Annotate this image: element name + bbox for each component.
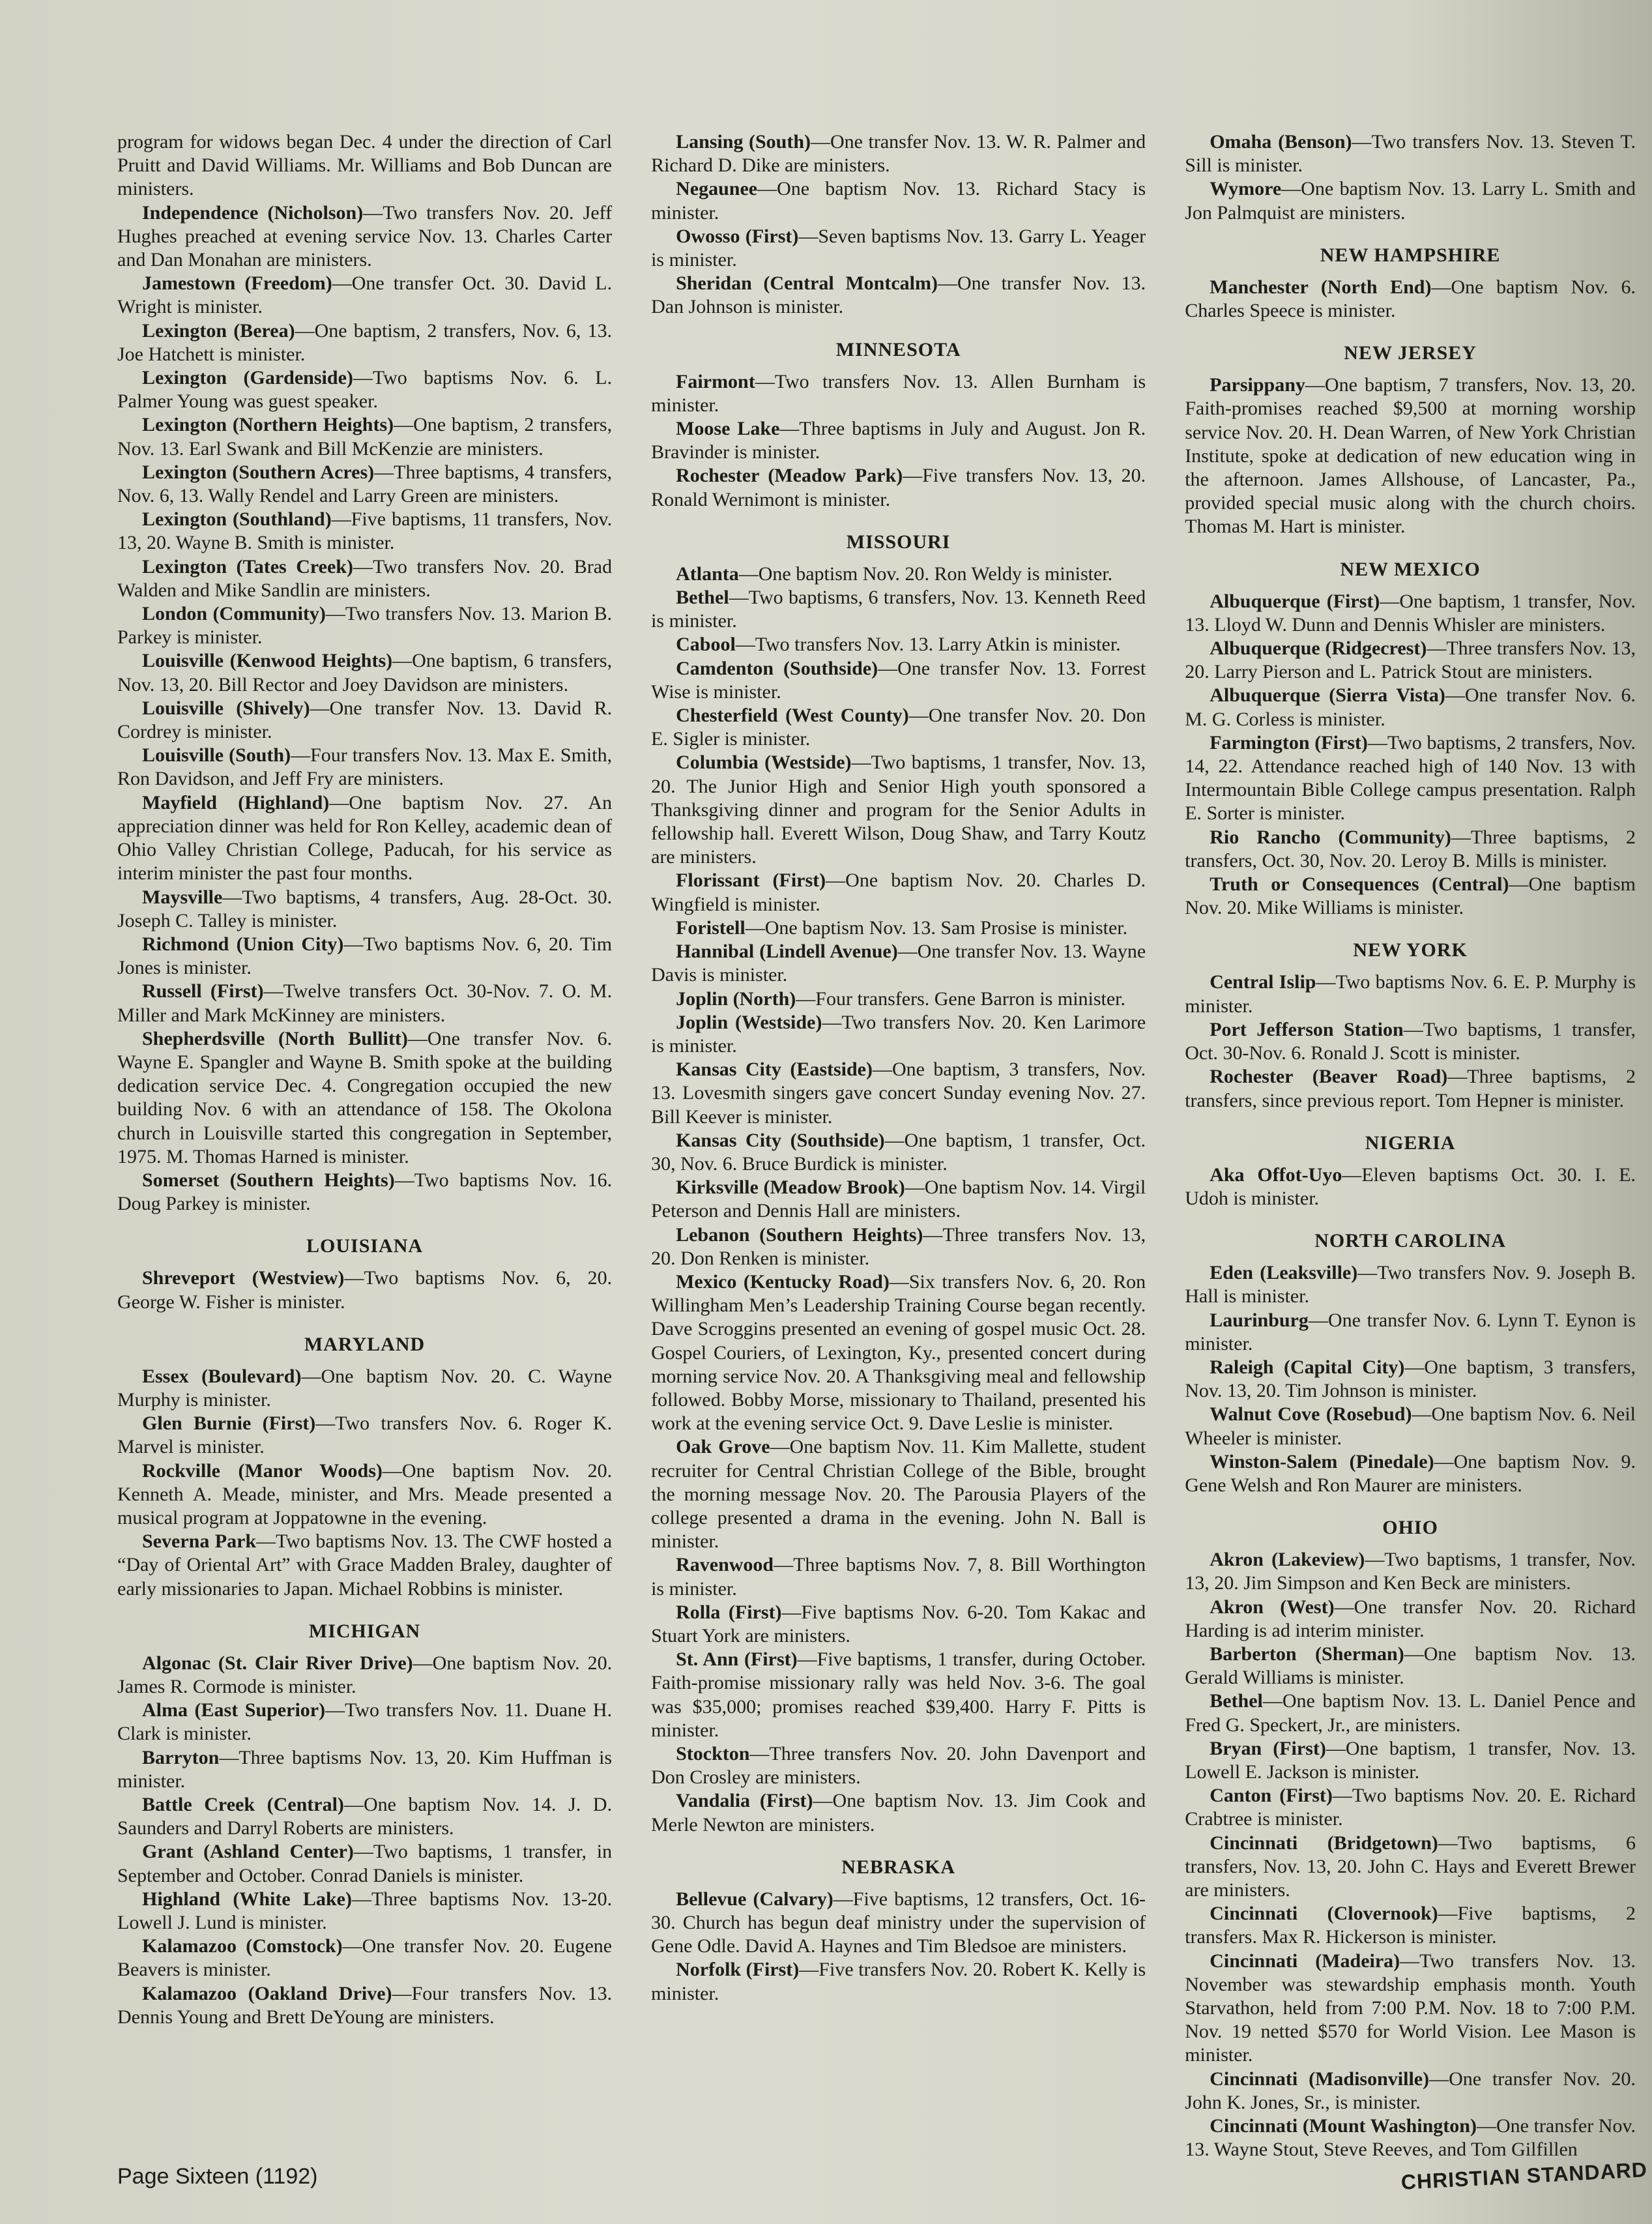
church-report [651,940,1146,987]
report-text: —One baptism Nov. 13. Richard Stacy is minister. [651,178,1146,224]
church-report [117,1888,612,1935]
church-name: Jamestown (Freedom) [142,272,332,295]
church-name: Lexington (Southland) [142,508,332,531]
church-name: Laurinburg [1210,1309,1309,1331]
church-name: Canton (First) [1210,1785,1333,1807]
church-name: Cincinnati (Mount Washington) [1210,2115,1477,2137]
church-report [651,272,1146,319]
church-report [117,319,612,366]
church-name: Cincinnati (Madisonville) [1210,2068,1430,2090]
church-name: Barryton [142,1746,220,1768]
report-text: —Two baptisms, 2 transfers, Nov. 14, 22. Attendance reached high of 140 Nov. 13 with Intermountain Bible College campus presentation. Ralph E. Sorter is minister. [1185,731,1636,825]
church-report [1185,1261,1636,1308]
church-name: Albuquerque (Ridgecrest) [1210,637,1427,660]
church-name: Russell (First) [142,980,264,1002]
report-text: —Four transfers Nov. 13. Dennis Young and Brett DeYoung are ministers. [117,1982,613,2028]
publication-name: CHRISTIAN STANDARD [1400,2158,1648,2194]
state-heading: NIGERIA [1365,1132,1456,1154]
church-name: Akron (West) [1210,1596,1335,1618]
church-name: Truth or Consequences (Central) [1210,873,1509,896]
church-name: Farmington (First) [1210,731,1368,754]
report-text: —Three transfers Nov. 20. John Davenport and Don Crosley are ministers. [651,1743,1146,1789]
church-report [651,1223,1146,1270]
report-text: —One baptism Nov. 13. Sam Prosise is minister. [745,916,1128,939]
church-report [117,508,612,555]
church-name: Winston-Salem (Pinedale) [1210,1450,1434,1472]
church-report [1185,1450,1636,1497]
state-heading: MINNESOTA [835,338,961,360]
church-name: Lebanon (Southern Heights) [676,1223,923,1246]
report-text: —One baptism, 7 transfers, Nov. 13, 20. Faith-promises reached $9,500 at morning worship service Nov. 20. H. Dean Warren, of New York Christian Institute, spoke at dedication of new education wing in the afternoon. James Allshouse, of Lancaster, Pa., provided special music along with the church choirs. Thomas M. Hart is minister. [1185,374,1636,538]
report-text: —One transfer Nov. 20. Eugene Beavers is minister. [117,1935,613,1981]
state-heading: LOUISIANA [306,1235,424,1257]
report-text: —One baptism Nov. 11. Kim Mallette, student recruiter for Central Christian College of the Bible, brought the morning message Nov. 20. The Parousia Players of the college presented a drama in the evening. John N. Ball is minister. [651,1436,1146,1553]
church-report [1185,1163,1636,1210]
church-name: Joplin (Westside) [676,1011,822,1033]
church-report [1185,1548,1636,1595]
church-name: Louisville (Kenwood Heights) [142,650,393,672]
church-name: Chesterfield (West County) [676,705,909,727]
report-text: —Three transfers Nov. 13, 20. Larry Pierson and L. Patrick Stout are ministers. [1185,637,1636,683]
state-heading: NEW MEXICO [1340,558,1481,580]
report-text: —One transfer Nov. 13. David R. Cordrey is minister. [117,697,613,743]
church-name: Negaunee [676,178,758,200]
page-number: Page Sixteen (1192) [117,2164,318,2189]
church-name: Kalamazoo (Oakland Drive) [142,1982,392,2004]
church-report [1185,1403,1636,1450]
church-name: Cincinnati (Bridgetown) [1210,1832,1438,1854]
church-name: Algonac (St. Clair River Drive) [142,1652,413,1674]
church-name: St. Ann (First) [676,1648,798,1671]
report-text: —One transfer Nov. 13. Forrest Wise is minister. [651,657,1146,703]
report-text: —Three transfers Nov. 13, 20. Don Renken is minister. [651,1223,1146,1269]
church-name: Mayfield (Highland) [142,791,330,813]
church-report [651,586,1146,633]
report-text: —Two transfers Nov. 20. Brad Walden and Mike Sandlin are ministers. [117,555,613,601]
church-name: Richmond (Union City) [142,933,344,955]
report-text: —Three baptisms, 4 transfers, Nov. 6, 13. Wally Rendel and Larry Green are ministers. [117,461,613,507]
church-name: Eden (Leaksville) [1210,1262,1358,1284]
church-report [651,1742,1146,1789]
church-name: Bethel [676,587,729,609]
report-text: —One baptism Nov. 20. Mike Williams is minister. [1185,873,1636,919]
church-name: Cabool [676,634,736,656]
report-text: —Two baptisms, 6 transfers, Nov. 13. Kenneth Reed is minister. [651,587,1146,632]
church-report [651,657,1146,704]
church-report [117,461,612,508]
report-text: —Two baptisms Nov. 13. The CWF hosted a “Day of Oriental Art” with Grace Madden Braley, daughter of early missionaries to Japan. Michael Robbins is minister. [117,1530,613,1600]
church-report [651,563,1146,586]
report-text: —One baptism Nov. 27. An appreciation dinner was held for Ron Kelley, academic dean of Ohio Valley Christian College, Paducah, for his service as interim minister the past four months. [117,791,613,885]
church-name: Central Islip [1210,971,1316,993]
report-text: —One baptism, 3 transfers, Nov. 13, 20. Tim Johnson is minister. [1185,1356,1636,1402]
report-text: —One transfer Nov. 20. Richard Harding is ad interim minister. [1185,1596,1636,1641]
church-report [651,704,1146,751]
report-text: —One baptism Nov. 13. Larry L. Smith and Jon Palmquist are ministers. [1185,178,1636,224]
church-report [651,370,1146,417]
state-heading: MISSOURI [846,531,951,553]
church-report [117,1793,612,1840]
report-text: —One baptism Nov. 20. C. Wayne Murphy is minister. [117,1365,613,1411]
report-text: —Three baptisms, 2 transfers, since previous report. Tom Hepner is minister. [1185,1066,1636,1111]
report-text: —Twelve transfers Oct. 30-Nov. 7. O. M. Miller and Mark McKinney are ministers. [117,980,613,1026]
church-report [651,1058,1146,1129]
church-name: Bellevue (Calvary) [676,1888,833,1910]
column-3 [1185,130,1636,2161]
church-report [651,177,1146,224]
church-name: Cincinnati (Madeira) [1210,1950,1400,1972]
church-report [651,1888,1146,1959]
church-name: Rockville (Manor Woods) [142,1459,383,1482]
report-text: —Two transfers Nov. 13. Steven T. Sill is minister. [1185,131,1636,177]
report-text: —One baptism Nov. 14. Virgil Peterson and Dennis Hall are ministers. [651,1177,1146,1222]
church-name: Independence (Nicholson) [142,201,364,224]
report-text: —Five baptisms, 2 transfers. Max R. Hickerson is minister. [1185,1903,1636,1948]
report-text: —One baptism Nov. 13. L. Daniel Pence and Fred G. Speckert, Jr., are ministers. [1185,1690,1636,1736]
church-name: Rochester (Beaver Road) [1210,1066,1448,1088]
state-heading: NEW HAMPSHIRE [1320,244,1501,266]
report-text: —One transfer Nov. 6. M. G. Corless is minister. [1185,684,1636,730]
church-name: Foristell [676,916,746,939]
report-text: —One baptism Nov. 20. Ron Weldy is minister. [738,563,1113,585]
church-report [1185,590,1636,637]
report-text: —One baptism Nov. 6. Charles Speece is minister. [1185,276,1636,322]
church-name: Albuquerque (First) [1210,590,1380,612]
report-text: —One baptism Nov. 20. Kenneth A. Meade, minister, and Mrs. Meade presented a musical program at Joppatowne in the evening. [117,1459,613,1529]
church-name: Highland (White Lake) [142,1888,352,1910]
church-report [1185,130,1636,177]
church-name: Oak Grove [676,1436,770,1458]
church-report [117,413,612,460]
church-name: Shepherdsville (North Bullitt) [142,1027,408,1049]
report-text: —One baptism, 1 transfer, Oct. 30, Nov. 6. Bruce Burdick is minister. [651,1129,1146,1175]
church-report [651,633,1146,656]
church-name: Stockton [676,1743,750,1764]
church-name: Alma (East Superior) [142,1699,326,1721]
church-name: Severna Park [142,1530,257,1553]
report-text: —Two transfers Nov. 13. Marion B. Parkey is minister. [117,603,613,649]
church-report [117,1530,612,1601]
church-report [1185,1737,1636,1784]
church-report [117,649,612,696]
church-report [117,1746,612,1793]
church-name: Moose Lake [676,418,780,440]
report-text: —Two transfers Nov. 6. Roger K. Marvel is minister. [117,1412,613,1458]
news-columns [117,130,1636,2161]
report-text: —Two baptisms, 1 transfer, in September and October. Conrad Daniels is minister. [117,1841,613,1886]
report-text: —Two transfers Nov. 13. November was stewardship emphasis month. Youth Starvathon, held from 7:00 P.M. Nov. 18 to 7:00 P.M. Nov. 19 netted $570 for World Vision. Lee Mason is minister. [1185,1950,1636,2066]
church-name: Louisville (South) [142,744,291,767]
church-report [117,1982,612,2029]
church-report [117,1412,612,1459]
state-heading: NEBRASKA [841,1856,955,1878]
report-text: —Six transfers Nov. 6, 20. Ron Willingham Men’s Leadership Training Course began recently. Dave Scroggins presented an evening of gospel music Oct. 28. Gospel Couriers, of Lexington, Ky., presented concert during morning service Nov. 20. A Thanksgiving meal and fellowship followed. Bobby Morse, missionary to Thailand, presented his work at the evening service Oct. 9. Dave Leslie is minister. [651,1270,1146,1435]
church-report [117,744,612,791]
church-name: Lexington (Gardenside) [142,367,353,389]
church-report [1185,276,1636,323]
church-name: Lexington (Berea) [142,319,295,342]
church-name: Norfolk (First) [676,1959,800,1981]
church-report [1185,731,1636,826]
church-report [1185,1018,1636,1065]
church-name: Shreveport (Westview) [142,1267,345,1289]
church-report [117,1169,612,1216]
church-name: Lansing (South) [676,131,811,153]
church-report [651,464,1146,511]
report-text: —Two transfers Nov. 9. Joseph B. Hall is minister. [1185,1262,1636,1308]
report-text: —One transfer Nov. 20. Don E. Sigler is minister. [651,705,1146,750]
church-name: Bryan (First) [1210,1737,1326,1759]
report-text: —One baptism, 1 transfer, Nov. 13. Lloyd W. Dunn and Dennis Whisler are ministers. [1185,590,1636,636]
church-name: Kansas City (Eastside) [676,1059,873,1081]
report-text: —Five baptisms, 1 transfer, during October. Faith-promise missionary rally was held Nov. 3-6. The goal was $35,000; promises reached $39,400. Harry F. Pitts is minister. [651,1648,1146,1741]
report-text: —One baptism Nov. 13. Jim Cook and Merle Newton are ministers. [651,1790,1146,1836]
church-report [1185,1784,1636,1831]
report-text: —Two baptisms Nov. 20. E. Richard Crabtree is minister. [1185,1785,1636,1830]
church-report [651,869,1146,916]
column-1 [117,130,612,2060]
church-report [1185,177,1636,224]
state-heading: OHIO [1382,1517,1438,1539]
church-report [117,1459,612,1530]
report-text: —One baptism, 1 transfer, Nov. 13. Lowell E. Jackson is minister. [1185,1737,1636,1783]
church-report [1185,1309,1636,1356]
church-name: Florissant (First) [676,870,826,892]
church-report [651,1553,1146,1600]
church-report [1185,1832,1636,1903]
report-text: —One baptism, 3 transfers, Nov. 13. Lovesmith singers gave concert Sunday evening Nov. 27. Bill Keever is minister. [651,1059,1146,1128]
report-text: —Two transfers Nov. 13. Allen Burnham is minister. [651,370,1146,416]
church-report [1185,684,1636,731]
church-name: Wymore [1210,178,1282,200]
church-name: Glen Burnie (First) [142,1412,316,1435]
state-heading: NEW JERSEY [1344,342,1477,364]
report-text: —One transfer Nov. 13. W. R. Palmer and Richard D. Dike are ministers. [651,131,1146,177]
report-text: —Two baptisms, 1 transfer, Nov. 13, 20. The Junior High and Senior High youth sponsored a Thanksgiving dinner and program for the Senior Adults in fellowship hall. Everett Wilson, Doug Shaw, and Tarry Koutz are ministers. [651,752,1146,868]
church-report [651,1648,1146,1742]
report-text: —Two baptisms, 4 transfers, Aug. 28-Oct. 30. Joseph C. Talley is minister. [117,886,613,931]
church-report [117,1027,612,1169]
report-text: —Three baptisms Nov. 13, 20. Kim Huffman is minister. [117,1746,613,1792]
report-text: —Two baptisms Nov. 6. E. P. Murphy is minister. [1185,971,1636,1017]
church-name: Cincinnati (Clovernook) [1210,1903,1438,1925]
church-name: Lexington (Southern Acres) [142,461,375,483]
continued-paragraph [117,130,612,201]
report-text: —Five baptisms Nov. 6-20. Tom Kakac and Stuart York are ministers. [651,1601,1146,1646]
church-name: Hannibal (Lindell Avenue) [676,941,898,963]
church-report [651,988,1146,1011]
church-report [651,417,1146,464]
state-heading: MICHIGAN [308,1620,421,1642]
church-report [117,933,612,980]
church-report [1185,637,1636,684]
report-text: —Eleven baptisms Oct. 30. I. E. Udoh is minister. [1185,1163,1636,1209]
report-text: —One baptism Nov. 9. Gene Welsh and Ron Maurer are ministers. [1185,1450,1636,1496]
church-name: Rio Rancho (Community) [1210,826,1451,848]
church-name: Grant (Ashland Center) [142,1841,354,1863]
church-report [117,980,612,1027]
church-name: Lexington (Tates Creek) [142,555,353,578]
report-text: —Five baptisms, 11 transfers, Nov. 13, 20. Wayne B. Smith is minister. [117,508,613,554]
church-name: Kirksville (Meadow Brook) [676,1177,905,1199]
report-text: —Two baptisms, 1 transfer, Nov. 13, 20. Jim Simpson and Ken Beck are ministers. [1185,1549,1636,1594]
church-report [117,366,612,413]
report-text: —Three baptisms Nov. 7, 8. Bill Worthington is minister. [651,1554,1146,1600]
church-name: Somerset (Southern Heights) [142,1169,395,1191]
church-name: Walnut Cove (Rosebud) [1210,1403,1412,1426]
church-report [1185,873,1636,920]
report-text: —One transfer Nov. 6. Wayne E. Spangler and Wayne B. Smith spoke at the building dedication service Dec. 4. Congregation occupied the new building Nov. 6 with an attendance of 158. The Okolona church in Louisville started this congregation in September, 1975. M. Thomas Harned is minister. [117,1027,613,1167]
report-text: —Two transfers Nov. 20. Jeff Hughes preached at evening service Nov. 13. Charles Carter and Dan Monahan are ministers. [117,201,613,271]
church-report [1185,1902,1636,1949]
church-report [651,1958,1146,2005]
church-report [117,1935,612,1982]
report-text: —Two transfers Nov. 13. Larry Atkin is minister. [735,634,1121,656]
church-report [1185,1356,1636,1403]
report-text: —Four transfers Nov. 13. Max E. Smith, Ron Davidson, and Jeff Fry are ministers. [117,744,613,790]
report-text: —Four transfers. Gene Barron is minister. [796,988,1126,1010]
church-report [1185,2068,1636,2114]
report-text: —Three baptisms, 2 transfers, Oct. 30, Nov. 20. Leroy B. Mills is minister. [1185,826,1636,871]
church-name: Sheridan (Central Montcalm) [676,272,938,295]
church-report [1185,1950,1636,2068]
church-report [651,1176,1146,1223]
report-text: —One baptism Nov. 20. Charles D. Wingfield is minister. [651,870,1146,915]
church-report [1185,971,1636,1017]
report-text: —One transfer Nov. 13. Dan Johnson is minister. [651,272,1146,318]
church-name: Battle Creek (Central) [142,1794,344,1815]
report-text: —One baptism Nov. 13. Gerald Williams is minister. [1185,1643,1636,1689]
church-name: Lexington (Northern Heights) [142,414,394,436]
church-report [117,555,612,602]
church-report [117,1652,612,1699]
report-text: —Two baptisms, 1 transfer, Oct. 30-Nov. 6. Ronald J. Scott is minister. [1185,1018,1636,1064]
report-text: —One transfer Nov. 6. Lynn T. Eynon is minister. [1185,1309,1636,1354]
church-report [1185,1065,1636,1112]
church-report [651,1270,1146,1435]
church-name: Fairmont [676,370,755,392]
church-name: Aka Offot-Uyo [1210,1163,1342,1186]
church-name: Barberton (Sherman) [1210,1643,1404,1665]
church-report [651,130,1146,177]
church-name: Ravenwood [676,1554,774,1576]
report-text: —Two baptisms Nov. 6, 20. George W. Fisher is minister. [117,1267,613,1313]
report-text: —Three baptisms Nov. 13-20. Lowell J. Lund is minister. [117,1888,613,1934]
report-text: —One baptism, 2 transfers, Nov. 13. Earl Swank and Bill McKenzie are ministers. [117,414,613,460]
church-report [651,1011,1146,1058]
state-heading: NORTH CAROLINA [1314,1230,1506,1252]
report-text: —Seven baptisms Nov. 13. Garry L. Yeager is minister. [651,225,1146,271]
church-name: Bethel [1210,1690,1263,1712]
church-report [117,697,612,744]
church-name: Parsippany [1210,374,1305,396]
report-text: program for widows began Dec. 4 under the direction of Carl Pruitt and David Williams. Mr. Williams and Bob Duncan are ministers. [117,131,613,200]
church-report [117,602,612,649]
church-report [117,1266,612,1313]
church-name: Joplin (North) [676,988,796,1010]
church-report [117,791,612,886]
church-name: Raleigh (Capital City) [1210,1356,1405,1378]
church-name: Maysville [142,886,223,908]
report-text: —One transfer Oct. 30. David L. Wright is minister. [117,272,613,318]
report-text: —One baptism, 2 transfers, Nov. 6, 13. Joe Hatchett is minister. [117,319,613,365]
report-text: —Two baptisms Nov. 16. Doug Parkey is minister. [117,1169,613,1215]
church-report [117,201,612,272]
report-text: —Two transfers Nov. 20. Ken Larimore is minister. [651,1011,1146,1057]
church-report [651,1129,1146,1176]
church-name: Port Jefferson Station [1210,1018,1404,1040]
church-report [651,1789,1146,1836]
church-report [117,1365,612,1412]
church-report [1185,2114,1636,2161]
church-report [651,225,1146,272]
church-report [1185,1596,1636,1643]
church-name: Kansas City (Southside) [676,1129,885,1151]
church-name: Akron (Lakeview) [1210,1549,1365,1571]
church-report [1185,373,1636,538]
state-heading: MARYLAND [304,1333,426,1355]
church-name: Columbia (Westside) [676,752,852,774]
church-report [1185,1643,1636,1690]
church-name: Rolla (First) [676,1601,782,1623]
report-text: —Two baptisms Nov. 6, 20. Tim Jones is minister. [117,933,613,979]
report-text: —Five transfers Nov. 20. Robert K. Kelly is minister. [651,1959,1146,2004]
report-text: —One baptism Nov. 6. Neil Wheeler is minister. [1185,1403,1636,1449]
church-report [117,1840,612,1887]
church-name: Atlanta [676,563,739,585]
church-name: Camdenton (Southside) [676,657,878,679]
church-report [1185,1690,1636,1736]
report-text: —Two baptisms, 6 transfers, Nov. 13, 20. John C. Hays and Everett Brewer are ministers. [1185,1832,1636,1901]
report-text: —Three baptisms in July and August. Jon R. Bravinder is minister. [651,418,1146,463]
church-report [117,886,612,933]
church-name: Owosso (First) [676,225,799,247]
report-text: —Two transfers Nov. 11. Duane H. Clark is minister. [117,1699,613,1745]
church-name: Rochester (Meadow Park) [676,465,903,487]
report-text: —Five transfers Nov. 13, 20. Ronald Wernimont is minister. [651,465,1146,510]
church-name: Kalamazoo (Comstock) [142,1935,343,1957]
church-report [651,751,1146,869]
church-name: London (Community) [142,603,326,625]
report-text: —Five baptisms, 12 transfers, Oct. 16-30. Church has begun deaf ministry under the supervision of Gene Odle. David A. Haynes and Tim Bledsoe are ministers. [651,1888,1146,1957]
church-name: Louisville (Shively) [142,697,310,719]
church-name: Manchester (North End) [1210,276,1432,298]
church-report [651,1435,1146,1553]
report-text: —One baptism Nov. 20. James R. Cormode is minister. [117,1652,613,1697]
column-2 [651,130,1146,2060]
church-report [651,916,1146,940]
church-report [1185,826,1636,873]
church-name: Vandalia (First) [676,1790,813,1812]
report-text: —Two baptisms Nov. 6. L. Palmer Young was guest speaker. [117,367,613,413]
church-name: Essex (Boulevard) [142,1365,302,1387]
state-heading: NEW YORK [1353,939,1468,961]
report-text: —One transfer Nov. 13. Wayne Stout, Steve Reeves, and Tom Gilfillen [1185,2115,1636,2161]
report-text: —One baptism Nov. 14. J. D. Saunders and Darryl Roberts are ministers. [117,1794,613,1839]
report-text: —One transfer Nov. 20. John K. Jones, Sr., is minister. [1185,2068,1636,2113]
church-report [117,1699,612,1746]
church-name: Omaha (Benson) [1210,131,1352,153]
church-report [651,1601,1146,1648]
report-text: —One baptism, 6 transfers, Nov. 13, 20. Bill Rector and Joey Davidson are ministers. [117,650,613,695]
church-name: Mexico (Kentucky Road) [676,1270,890,1293]
church-report [117,272,612,319]
church-name: Albuquerque (Sierra Vista) [1210,684,1445,707]
report-text: —One transfer Nov. 13. Wayne Davis is minister. [651,941,1146,986]
